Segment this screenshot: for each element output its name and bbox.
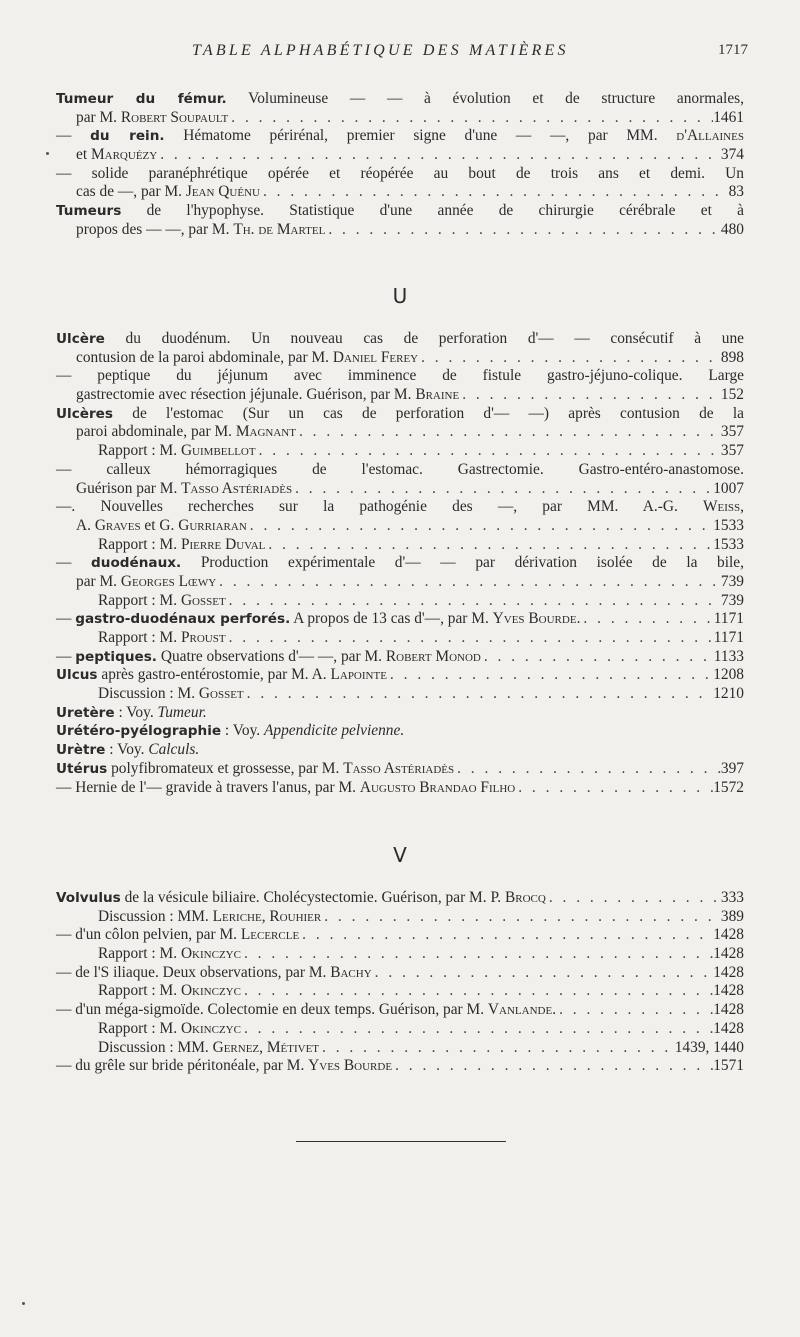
page-ref: 1428 (713, 926, 744, 944)
closing-rule (296, 1141, 506, 1142)
page-ref: 1533 (713, 535, 744, 553)
page-ref: 333 (720, 889, 744, 906)
page-ref: 739 (720, 591, 744, 609)
index-entry: Tumeur du fémur. Volumineuse — — à évolution et de structure anormales, (56, 90, 744, 107)
section-letter-v: V (393, 843, 407, 867)
page-ref: 357 (720, 442, 744, 460)
page-ref: 1439, 1440 (674, 1038, 744, 1056)
page-ref: 1007 (713, 479, 744, 497)
index-entry: Discussion : MM. Leriche, Rouhier . . . 389 (56, 908, 744, 927)
page-number: 1717 (718, 42, 748, 58)
page-ref: 397 (720, 759, 744, 777)
page-ref: 1428 (713, 945, 744, 963)
page-ref: 1533 (713, 516, 744, 534)
page-ref: 1208 (713, 666, 744, 684)
page-ref: 1428 (713, 1019, 744, 1037)
index-entry: — d'un côlon pelvien, par M. Lecercle . . . 1428 (56, 926, 744, 945)
page-ref: 1571 (713, 1057, 744, 1075)
index-entry: Rapport : M. Gosset . . . 739 (56, 592, 744, 611)
index-entry: Urètre : Voy. Calculs. (56, 741, 200, 759)
page-ref: 1428 (713, 982, 744, 1000)
index-entry: — Hernie de l'— gravide à travers l'anus, par M. Augusto Brandao Filho . . . 1572 (56, 779, 744, 798)
index-entry: — du grêle sur bride péritonéale, par M. Yves Bourde . . . 1571 (56, 1057, 744, 1076)
index-entry: Ulcères de l'estomac (Sur un cas de perforation d'— —) après contusion de la (56, 404, 744, 422)
page-ref: 898 (720, 348, 744, 366)
page-ref: 1171 (713, 629, 744, 646)
index-entry: — calleux hémorragiques de l'estomac. Gastrectomie. Gastro-entéro-anastomose. (56, 460, 744, 478)
index-entry: gastrectomie avec résection jéjunale. Guérison, par M. Braine . . . 152 (56, 386, 744, 405)
page-ref: 739 (720, 572, 744, 590)
running-title: TABLE ALPHABÉTIQUE DES MATIÈRES (192, 42, 569, 59)
page-ref: 1171 (713, 610, 744, 628)
index-entry: Rapport : M. Guimbellot . . . 357 (56, 442, 744, 461)
page-ref: 1572 (713, 778, 744, 796)
section-letter-u: U (392, 284, 408, 308)
page-ref: 1210 (713, 685, 744, 703)
page-ref: 83 (728, 183, 744, 201)
index-entry: Discussion : M. Gosset . . . 1210 (56, 685, 744, 704)
index-entry: — duodénaux. Production expérimentale d'— — par dérivation isolée de la bile, (56, 554, 744, 572)
page-ref: 357 (720, 423, 744, 441)
index-entry: —. Nouvelles recherches sur la pathogénie des —, par MM. A.-G. Weiss, (56, 498, 744, 516)
index-entry: par M. Georges Lœwy . . . 739 (56, 573, 744, 592)
page-ref: 480 (720, 220, 744, 238)
index-entry: par M. Robert Soupault . . . 1461 (56, 109, 744, 128)
page-ref: 1461 (713, 108, 744, 126)
index-entry: Rapport : M. Proust . . . 1171 (56, 629, 744, 648)
page-ref: 1428 (713, 963, 744, 981)
index-entry: — de l'S iliaque. Deux observations, par M. Bachy . . . 1428 (56, 964, 744, 983)
index-entry: — gastro-duodénaux perforés. A propos de 13 cas d'—, par M. Yves Bourde. . . . 1171 (56, 610, 744, 629)
index-entry: contusion de la paroi abdominale, par M. Daniel Ferey . . . 898 (56, 349, 744, 368)
section-u (56, 330, 744, 797)
index-entry: — du rein. Hématome périrénal, premier signe d'une — —, par MM. d'Allaines (56, 127, 744, 145)
index-entry: Guérison par M. Tasso Astériadès . . . 1007 (56, 480, 744, 499)
index-entry: Uretère : Voy. Tumeur. (56, 703, 207, 721)
index-entry: propos des — —, par M. Th. de Martel . . . 480 (56, 221, 744, 240)
page-ref: 389 (720, 907, 744, 925)
index-entry: Ulcus après gastro-entérostomie, par M. A. Lapointe . . . 1208 (56, 666, 744, 685)
index-entry: cas de —, par M. Jean Quénu . . . 83 (56, 183, 744, 202)
index-entry: Rapport : M. Okinczyc . . . 1428 (56, 982, 744, 1001)
index-entry: Rapport : M. Okinczyc . . . 1428 (56, 945, 744, 964)
page-ref: 152 (720, 386, 744, 404)
index-entry: — solide paranéphrétique opérée et réopérée au bout de trois ans et demi. Un (56, 164, 744, 182)
page-header (0, 42, 800, 66)
index-entry: Rapport : M. Okinczyc . . . 1428 (56, 1020, 744, 1039)
index-entry: Discussion : MM. Gernez, Métivet . . . 1439, 1440 (56, 1039, 744, 1058)
index-entry: Urétéro-pyélographie : Voy. Appendicite pelvienne. (56, 722, 405, 740)
print-speck (46, 152, 49, 155)
page-ref: 1428 (713, 1001, 744, 1019)
index-entry: Volvulus de la vésicule biliaire. Cholécystectomie. Guérison, par M. P. Brocq . . . 333 (56, 889, 744, 908)
index-entry: paroi abdominale, par M. Magnant . . . 357 (56, 423, 744, 442)
index-entry: Utérus polyfibromateux et grossesse, par M. Tasso Astériadès . . . 397 (56, 760, 744, 779)
page-ref: 1133 (713, 647, 744, 665)
section-v (56, 889, 744, 1076)
index-entry: — peptique du jéjunum avec imminence de fistule gastro-jéjuno-colique. Large (56, 367, 744, 385)
index-entry: A. Graves et G. Gurriaran . . . 1533 (56, 517, 744, 536)
index-entry: et Marquézy . . . 374 (56, 146, 744, 165)
index-entry: Tumeurs de l'hypophyse. Statistique d'une année de chirurgie cérébrale et à (56, 202, 744, 220)
section-t-continued (56, 90, 744, 240)
index-entry: Ulcère du duodénum. Un nouveau cas de perforation d'— — consécutif à une (56, 330, 744, 347)
index-entry: — d'un méga-sigmoïde. Colectomie en deux temps. Guérison, par M. Vanlande. . . . 1428 (56, 1001, 744, 1020)
page-ref: 374 (720, 146, 744, 164)
print-speck (22, 1302, 25, 1305)
index-entry: — peptiques. Quatre observations d'— —, par M. Robert Monod . . . 1133 (56, 648, 744, 667)
index-entry: Rapport : M. Pierre Duval . . . 1533 (56, 536, 744, 555)
